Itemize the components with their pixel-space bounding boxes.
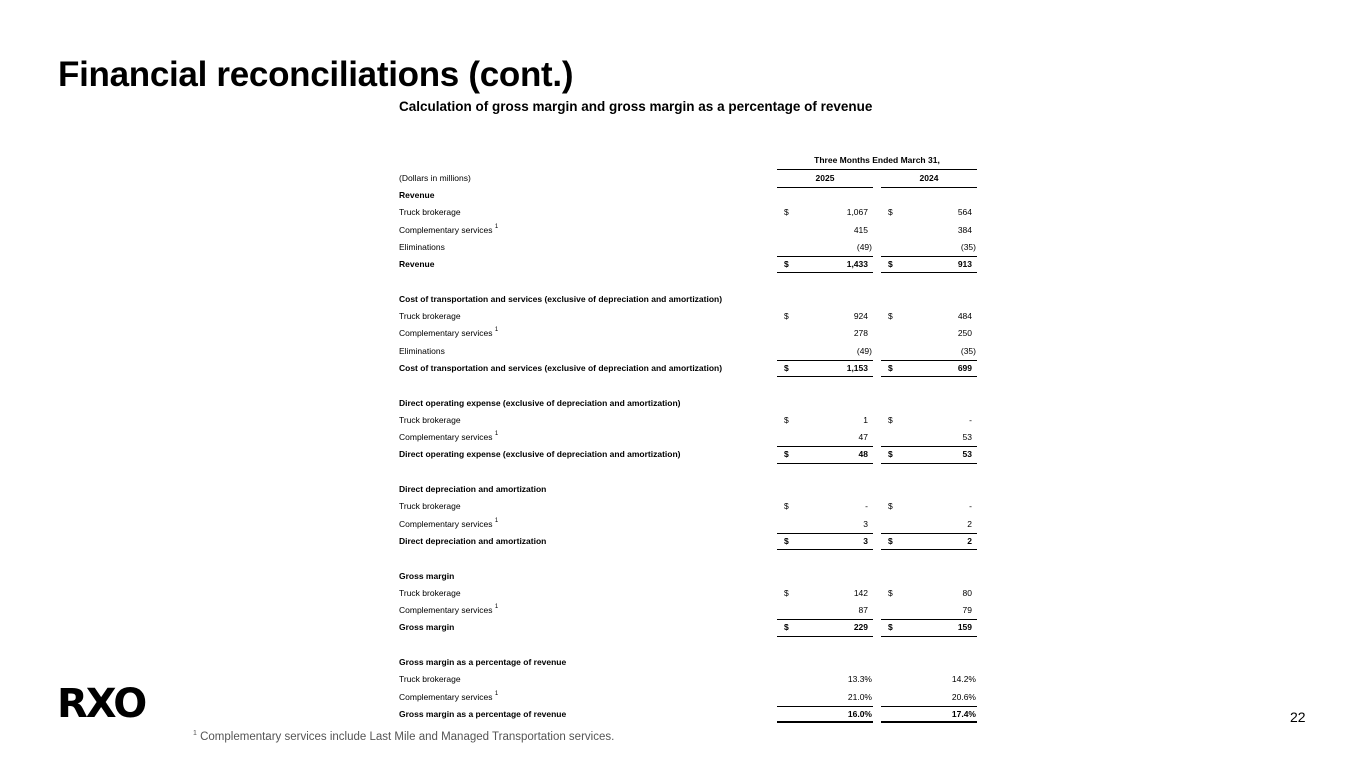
row-label-text: Complementary services [399, 691, 493, 702]
footnote-ref: 1 [494, 223, 499, 230]
cell-value: 3 [863, 535, 868, 546]
table-row [399, 602, 977, 619]
row-label-text: Complementary services [399, 605, 493, 616]
currency-symbol: $ [784, 207, 789, 218]
row-label-text: Complementary services [399, 328, 493, 339]
cell-2024 [881, 256, 977, 273]
cell-2025 [777, 343, 873, 360]
currency-symbol: $ [888, 362, 893, 373]
table-row [399, 689, 977, 706]
cell-2024 [881, 585, 977, 602]
table-row [399, 429, 977, 446]
currency-symbol: $ [784, 449, 789, 460]
table-row [399, 360, 977, 377]
table-row [399, 498, 977, 515]
row-label-text: Direct operating expense (exclusive of depreciation and amortization) [399, 449, 681, 460]
cell-value: 20.6% [951, 691, 976, 702]
footnote-ref: 1 [494, 327, 499, 334]
period-header: Three Months Ended March 31, [777, 155, 977, 170]
footnote-ref: 1 [494, 431, 499, 438]
cell-2025 [777, 308, 873, 325]
cell-value: 1 [863, 414, 868, 425]
row-label [399, 516, 498, 533]
cell-2025 [777, 671, 873, 688]
currency-symbol: $ [784, 587, 789, 598]
cell-value: 142 [853, 587, 868, 598]
table-row [399, 239, 977, 256]
cell-value: 16.0% [847, 708, 872, 719]
year-2024-header: 2024 [881, 173, 977, 188]
row-label-text: Gross margin [399, 622, 455, 633]
cell-2024 [881, 325, 977, 342]
cell-2024 [881, 533, 977, 550]
currency-symbol: $ [784, 622, 789, 633]
cell-value: 21.0% [847, 691, 872, 702]
table-row [399, 187, 977, 204]
row-label [399, 343, 445, 360]
cell-value: 229 [853, 622, 868, 633]
cell-2025 [777, 498, 873, 515]
cell-2024 [881, 343, 977, 360]
table-row [399, 412, 977, 429]
cell-value: 53 [962, 432, 972, 443]
cell-2025 [777, 222, 873, 239]
row-label [399, 291, 722, 308]
row-label-text: Truck brokerage [399, 501, 461, 512]
row-label [399, 619, 454, 636]
cell-value: 159 [957, 622, 972, 633]
cell-value: 484 [957, 311, 972, 322]
currency-symbol: $ [888, 311, 893, 322]
footnote-text: Complementary services include Last Mile and Managed Transportation services. [200, 731, 615, 743]
cell-value: 79 [962, 605, 972, 616]
cell-2024 [881, 516, 977, 533]
cell-2025 [777, 360, 873, 377]
footnote [193, 729, 614, 745]
row-label [399, 187, 434, 204]
table-row [399, 222, 977, 239]
cell-value: 17.4% [951, 708, 976, 719]
row-label [399, 585, 461, 602]
cell-2024 [881, 706, 977, 723]
cell-value: (35) [960, 241, 976, 252]
cell-value: 2 [967, 535, 972, 546]
cell-2025 [777, 204, 873, 221]
row-label [399, 204, 461, 221]
table-row [399, 481, 977, 498]
cell-2025 [777, 239, 873, 256]
table-spacer [399, 550, 977, 567]
currency-symbol: $ [784, 414, 789, 425]
cell-value: (49) [856, 241, 872, 252]
cell-value: - [969, 501, 972, 512]
row-label [399, 568, 454, 585]
currency-symbol: $ [888, 207, 893, 218]
row-label-text: Cost of transportation and services (exclusive of depreciation and amortization) [399, 362, 723, 373]
cell-2025 [777, 533, 873, 550]
currency-symbol: $ [784, 362, 789, 373]
footnote-ref: 1 [494, 604, 499, 611]
cell-value: 278 [853, 328, 868, 339]
cell-2025 [777, 689, 873, 706]
cell-2024 [881, 619, 977, 636]
cell-2024 [881, 222, 977, 239]
table-row [399, 343, 977, 360]
row-label-text: Truck brokerage [399, 587, 461, 598]
slide-title: Financial reconciliations (cont.) [58, 55, 574, 94]
cell-2025 [777, 446, 873, 463]
cell-2024 [881, 308, 977, 325]
cell-2024 [881, 239, 977, 256]
row-label-text: Revenue [399, 190, 435, 200]
table-row [399, 706, 977, 723]
row-label [399, 308, 461, 325]
cell-value: 1,067 [846, 207, 868, 218]
row-label-text: Direct depreciation and amortization [399, 484, 547, 495]
cell-value: - [969, 414, 972, 425]
cell-2024 [881, 204, 977, 221]
table-spacer [399, 464, 977, 481]
cell-2025 [777, 585, 873, 602]
table-row [399, 204, 977, 221]
currency-symbol: $ [784, 259, 789, 270]
cell-2025 [777, 619, 873, 636]
cell-value: 13.3% [847, 674, 872, 685]
cell-value: 80 [962, 587, 972, 598]
row-label [399, 533, 546, 550]
table-spacer [399, 637, 977, 654]
cell-value: 250 [957, 328, 972, 339]
row-label [399, 325, 498, 342]
cell-2024 [881, 602, 977, 619]
cell-value: 384 [957, 224, 972, 235]
row-label-text: Truck brokerage [399, 674, 461, 685]
cell-value: 699 [957, 362, 972, 373]
table-row [399, 516, 977, 533]
table-row [399, 446, 977, 463]
row-label-text: Eliminations [399, 345, 445, 356]
cell-2025 [777, 706, 873, 723]
row-label [399, 481, 546, 498]
currency-symbol: $ [888, 449, 893, 460]
cell-value: 924 [853, 311, 868, 322]
currency-symbol: $ [888, 587, 893, 598]
row-label-text: Complementary services [399, 518, 493, 529]
row-label-text: Direct depreciation and amortization [399, 535, 547, 546]
row-label [399, 654, 566, 671]
row-label [399, 360, 722, 377]
cell-2024 [881, 412, 977, 429]
row-label-text: Gross margin [399, 570, 455, 581]
cell-2024 [881, 360, 977, 377]
row-label [399, 222, 498, 239]
cell-2024 [881, 689, 977, 706]
table-row [399, 619, 977, 636]
row-label-text: Revenue [399, 259, 435, 270]
footnote-ref: 1 [494, 690, 499, 697]
cell-value: 2 [967, 518, 972, 529]
row-label [399, 239, 445, 256]
cell-value: 913 [957, 259, 972, 270]
cell-value: 1,433 [846, 259, 868, 270]
cell-value: (49) [856, 345, 872, 356]
row-label-text: Cost of transportation and services (exclusive of depreciation and amortization) [399, 293, 723, 304]
cell-2025 [777, 325, 873, 342]
row-label-text: Direct operating expense (exclusive of depreciation and amortization) [399, 397, 681, 408]
table-row [399, 654, 977, 671]
table-row [399, 395, 977, 412]
cell-2025 [777, 256, 873, 273]
rxo-logo: RXO [57, 681, 146, 727]
footnote-marker: 1 [193, 730, 197, 737]
cell-value: 47 [858, 432, 868, 443]
row-label [399, 446, 681, 463]
cell-value: 87 [858, 605, 868, 616]
row-label [399, 498, 461, 515]
table-row [399, 585, 977, 602]
cell-2024 [881, 446, 977, 463]
cell-value: (35) [960, 345, 976, 356]
row-label [399, 256, 434, 273]
table-spacer [399, 273, 977, 290]
reconciliation-table [399, 187, 977, 723]
table-row [399, 671, 977, 688]
row-label [399, 395, 681, 412]
row-label [399, 689, 498, 706]
currency-symbol: $ [784, 535, 789, 546]
table-spacer [399, 377, 977, 394]
row-label-text: Truck brokerage [399, 207, 461, 218]
currency-symbol: $ [784, 311, 789, 322]
cell-2024 [881, 498, 977, 515]
cell-value: 53 [962, 449, 972, 460]
cell-value: - [865, 501, 868, 512]
row-label [399, 671, 461, 688]
currency-symbol: $ [888, 414, 893, 425]
row-label-text: Gross margin as a percentage of revenue [399, 708, 567, 719]
row-label-text: Complementary services [399, 432, 493, 443]
row-label [399, 412, 461, 429]
table-subtitle: Calculation of gross margin and gross margin as a percentage of revenue [399, 99, 873, 114]
currency-symbol: $ [888, 501, 893, 512]
row-label-text: Complementary services [399, 224, 493, 235]
cell-value: 415 [853, 224, 868, 235]
cell-2024 [881, 671, 977, 688]
row-label-text: Truck brokerage [399, 414, 461, 425]
cell-2025 [777, 602, 873, 619]
cell-2024 [881, 429, 977, 446]
units-label: (Dollars in millions) [399, 173, 471, 183]
cell-2025 [777, 429, 873, 446]
cell-value: 3 [863, 518, 868, 529]
row-label [399, 429, 498, 446]
currency-symbol: $ [888, 622, 893, 633]
cell-value: 14.2% [951, 674, 976, 685]
row-label [399, 706, 566, 723]
page-number: 22 [1290, 709, 1306, 725]
currency-symbol: $ [888, 535, 893, 546]
footnote-ref: 1 [494, 517, 499, 524]
table-row [399, 325, 977, 342]
cell-value: 48 [858, 449, 868, 460]
currency-symbol: $ [784, 501, 789, 512]
table-row [399, 256, 977, 273]
row-label-text: Eliminations [399, 241, 445, 252]
cell-2025 [777, 516, 873, 533]
year-2025-header: 2025 [777, 173, 873, 188]
table-row [399, 533, 977, 550]
row-label-text: Truck brokerage [399, 311, 461, 322]
row-label [399, 602, 498, 619]
table-row [399, 291, 977, 308]
currency-symbol: $ [888, 259, 893, 270]
table-row [399, 568, 977, 585]
cell-value: 564 [957, 207, 972, 218]
table-row [399, 308, 977, 325]
cell-value: 1,153 [846, 362, 868, 373]
cell-2025 [777, 412, 873, 429]
row-label-text: Gross margin as a percentage of revenue [399, 657, 567, 668]
